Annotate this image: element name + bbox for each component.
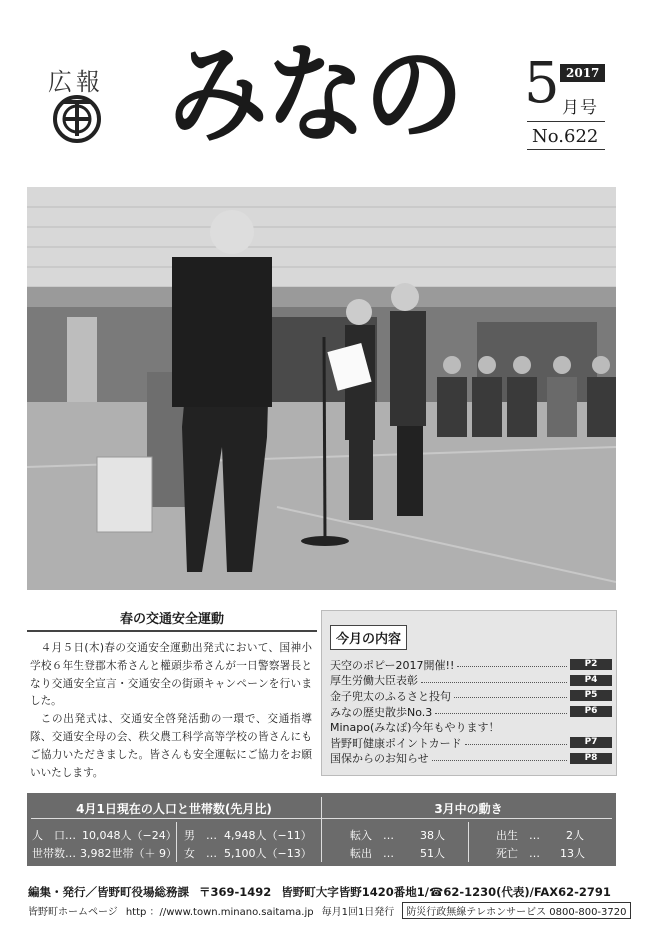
contents-box <box>321 610 617 776</box>
leader-dots <box>421 675 567 683</box>
leader-dots <box>432 753 567 761</box>
issue-divider <box>527 149 605 150</box>
band-vdivider <box>468 822 469 862</box>
page-tag: P5 <box>570 690 612 701</box>
page-tag: P8 <box>570 753 612 764</box>
homepage-line <box>28 902 639 919</box>
contents-item[interactable] <box>330 735 612 751</box>
deaths-value: 13人 <box>560 847 585 860</box>
cover-photo <box>27 187 616 590</box>
leader-dots <box>457 659 567 667</box>
koho-label: 広報 <box>48 68 104 96</box>
issue-month: 5 <box>524 51 560 116</box>
publisher-line <box>28 884 621 900</box>
female-value: 5,100人（−13） <box>224 847 312 860</box>
contents-item[interactable] <box>330 657 612 673</box>
article-divider <box>27 630 317 632</box>
households-label: 世帯数… <box>32 847 76 860</box>
issue-divider <box>527 121 605 122</box>
contents-item[interactable] <box>330 704 612 720</box>
contents-item[interactable] <box>330 673 612 689</box>
population-label: 人 口… <box>32 829 76 842</box>
address: 皆野町大字皆野1420番地1/☎62-1230(代表)/FAX62-2791 <box>281 885 611 899</box>
contents-item-title: 皆野町健康ポイントカード <box>330 736 462 750</box>
page-tag: P2 <box>570 659 612 670</box>
newsletter-title: みなの <box>168 30 462 158</box>
homepage-label: 皆野町ホームページ <box>28 907 118 918</box>
contents-item[interactable] <box>330 719 612 735</box>
contents-item-title: 国保からのお知らせ <box>330 752 429 766</box>
contents-item-title: Minapo(みなぽ)今年もやります！ <box>330 721 500 735</box>
households-value: 3,982世帯（＋ 9） <box>80 847 177 860</box>
contents-item-title: 厚生労働大臣表彰 <box>330 674 418 688</box>
contents-item-title: 金子兜太のふるさと投句 <box>330 689 451 703</box>
movement-heading: 3月中の動き <box>434 802 503 816</box>
deaths-label: 死亡 … <box>496 847 540 860</box>
moved-out-label: 転出 … <box>350 847 394 860</box>
issue-number: No.622 <box>532 126 599 147</box>
page-tag: P7 <box>570 737 612 748</box>
births-label: 出生 … <box>496 829 540 842</box>
male-label: 男 … <box>184 829 217 842</box>
births-value: 2人 <box>566 829 584 842</box>
telephone-service: 防災行政無線テレホンサービス 0800-800-3720 <box>402 902 630 919</box>
contents-item-title: みなの歴史散歩No.3 <box>330 705 433 719</box>
contents-heading: 今月の内容 <box>330 625 407 650</box>
leader-dots <box>435 706 567 714</box>
male-value: 4,948人（−11） <box>224 829 312 842</box>
moved-out-value: 51人 <box>420 847 445 860</box>
population-value: 10,048人（−24） <box>82 829 177 842</box>
town-emblem-icon <box>52 94 102 144</box>
female-label: 女 … <box>184 847 217 860</box>
moved-in-label: 転入 … <box>350 829 394 842</box>
contents-list <box>330 657 612 766</box>
contents-item[interactable] <box>330 751 612 767</box>
postal-code: 〒369-1492 <box>199 885 272 899</box>
leader-dots <box>454 690 567 698</box>
issue-year: 2017 <box>560 64 605 82</box>
article-paragraph: ４月５日(木)春の交通安全運動出発式において、国神小学校６年生登郡木希さんと權頭歩希さんが一日警察署長となり交通安全宣言・交通安全の街頭キャンペーンを行いました。 <box>30 642 312 708</box>
article-paragraph: この出発式は、交通安全啓発活動の一環で、交通指導隊、交通安全母の会、秩父農工科学高等学校の皆さんにもご協力いただきました。皆さんも安全運転にご協力をお願いいたします。 <box>30 713 312 779</box>
article-title: 春の交通安全運動 <box>119 612 224 627</box>
homepage-url[interactable]: http ：//www.town.minano.saitama.jp <box>125 907 314 918</box>
publisher: 編集・発行／皆野町役場総務課 <box>28 885 189 899</box>
page-tag: P4 <box>570 675 612 686</box>
moved-in-value: 38人 <box>420 829 445 842</box>
article-body <box>30 640 312 782</box>
publication-frequency: 毎月1回1日発行 <box>321 907 395 918</box>
issue-month-unit: 月号 <box>562 98 598 118</box>
page-tag: P6 <box>570 706 612 717</box>
band-vdivider <box>321 797 322 862</box>
contents-item[interactable] <box>330 688 612 704</box>
leader-dots <box>465 737 567 745</box>
population-heading: 4月1日現在の人口と世帯数(先月比) <box>76 802 272 816</box>
contents-item-title: 天空のポピー2017開催!! <box>330 658 455 672</box>
